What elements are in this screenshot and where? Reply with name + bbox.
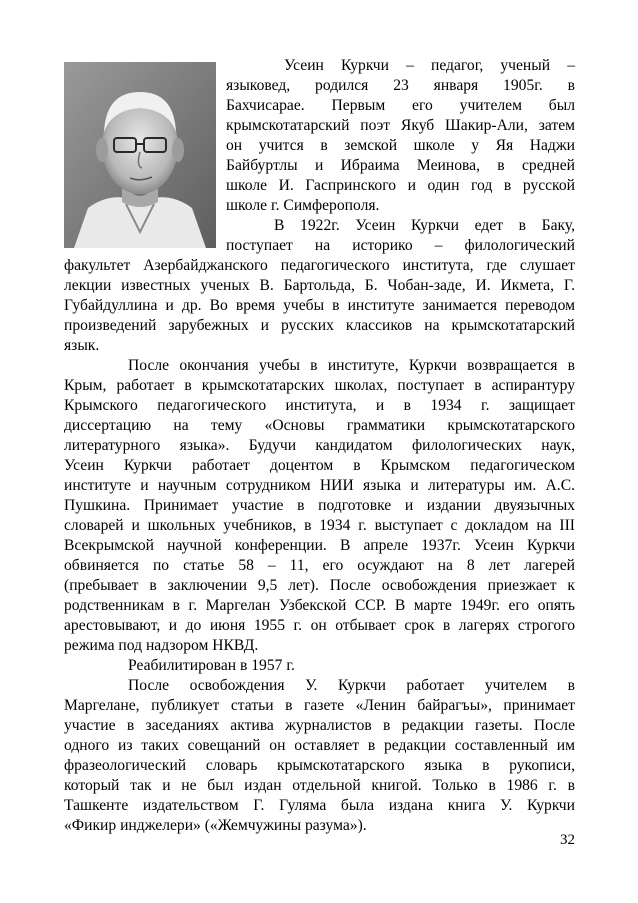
text-line: который так и не был издан отдельной книгой. Только в 1986 г. в (64, 777, 575, 794)
text-line: поступает на историко – филологический (226, 237, 575, 254)
text-line: одного из таких совещаний он оставляет в редакции составленный им (64, 737, 575, 754)
text-line: Крымского педагогического института, и в 1934 г. защищает (64, 397, 575, 414)
text-line: произведений зарубежных и русских классиков на крымскотатарский (64, 317, 575, 334)
text-line: школе И. Гаспринского и один год в русской (226, 177, 575, 194)
text-line: обвиняется по статье 58 – 11, его осуждают на 8 лет лагерей (64, 557, 575, 574)
text-line: участие в заседаниях актива журналистов в редакции газеты. После (64, 717, 575, 734)
text-line: арестовывают, и до июня 1955 г. он отбывает срок в лагерях строгого (64, 617, 575, 634)
text-line: Ташкенте издательством Г. Гуляма была издана книга У. Куркчи (64, 797, 575, 814)
text-line: диссертацию на тему «Основы грамматики крымскотатарского (64, 417, 575, 434)
text-line: После окончания учебы в институте, Куркчи возвращается в (128, 357, 575, 374)
text-line: Всекрымской научной конференции. В апреле 1937г. Усеин Куркчи (64, 537, 575, 554)
text-line: литературного языка». Будучи кандидатом филологических наук, (64, 437, 575, 454)
text-line: фразеологический словарь крымскотатарского языка в рукописи, (64, 757, 575, 774)
text-line: Бахчисарае. Первым его учителем был (226, 97, 575, 114)
text-line: факультет Азербайджанского педагогического института, где слушает (64, 257, 575, 274)
text-line: словарей и школьных учебников, в 1934 г. выступает с докладом на III (64, 517, 575, 534)
text-line: (пребывает в заключении 9,5 лет). После освобождения приезжает к (64, 577, 575, 594)
text-line: крымскотатарский поэт Якуб Шакир-Али, затем (226, 117, 575, 134)
text-line: институте и научным сотрудником НИИ языка и литературы им. А.С. (64, 477, 575, 494)
text-line: Пушкина. Принимает участие в подготовке и издании двуязычных (64, 497, 575, 514)
text-line: После освобождения У. Куркчи работает учителем в (128, 677, 575, 694)
text-line: «Фикир инджелери» («Жемчужины разума»). (64, 817, 367, 834)
text-line: режима под надзором НКВД. (64, 637, 259, 654)
text-line: Байбуртлы и Ибраима Меинова, в средней (226, 157, 575, 174)
portrait-illustration (64, 62, 216, 248)
text-line: языковед, родился 23 января 1905г. в (226, 77, 575, 94)
text-line: В 1922г. Усеин Куркчи едет в Баку, (274, 217, 575, 234)
text-line: Реабилитирован в 1957 г. (128, 657, 295, 674)
text-line: школе г. Симферополя. (226, 197, 380, 214)
text-line: Крым, работает в крымскотатарских школах, поступает в аспирантуру (64, 377, 575, 394)
text-line: Усеин Куркчи работает доцентом в Крымском педагогическом (64, 457, 575, 474)
text-line: лекции известных ученых В. Бартольда, Б. Чобан-заде, И. Икмета, Г. (64, 277, 575, 294)
text-line: Усеин Куркчи – педагог, ученый – (284, 57, 575, 74)
text-line: он учится в земской школе у Яя Наджи (226, 137, 575, 154)
text-line: Губайдуллина и др. Во время учебы в институте занимается переводом (64, 297, 575, 314)
text-line: Маргелане, публикует статьи в газете «Ленин байрагъы», принимает (64, 697, 575, 714)
text-line: родственникам в г. Маргелан Узбекской ССР. В марте 1949г. его опять (64, 597, 575, 614)
page-number: 32 (560, 832, 575, 848)
text-line: язык. (64, 337, 100, 354)
portrait-photo (64, 62, 216, 248)
